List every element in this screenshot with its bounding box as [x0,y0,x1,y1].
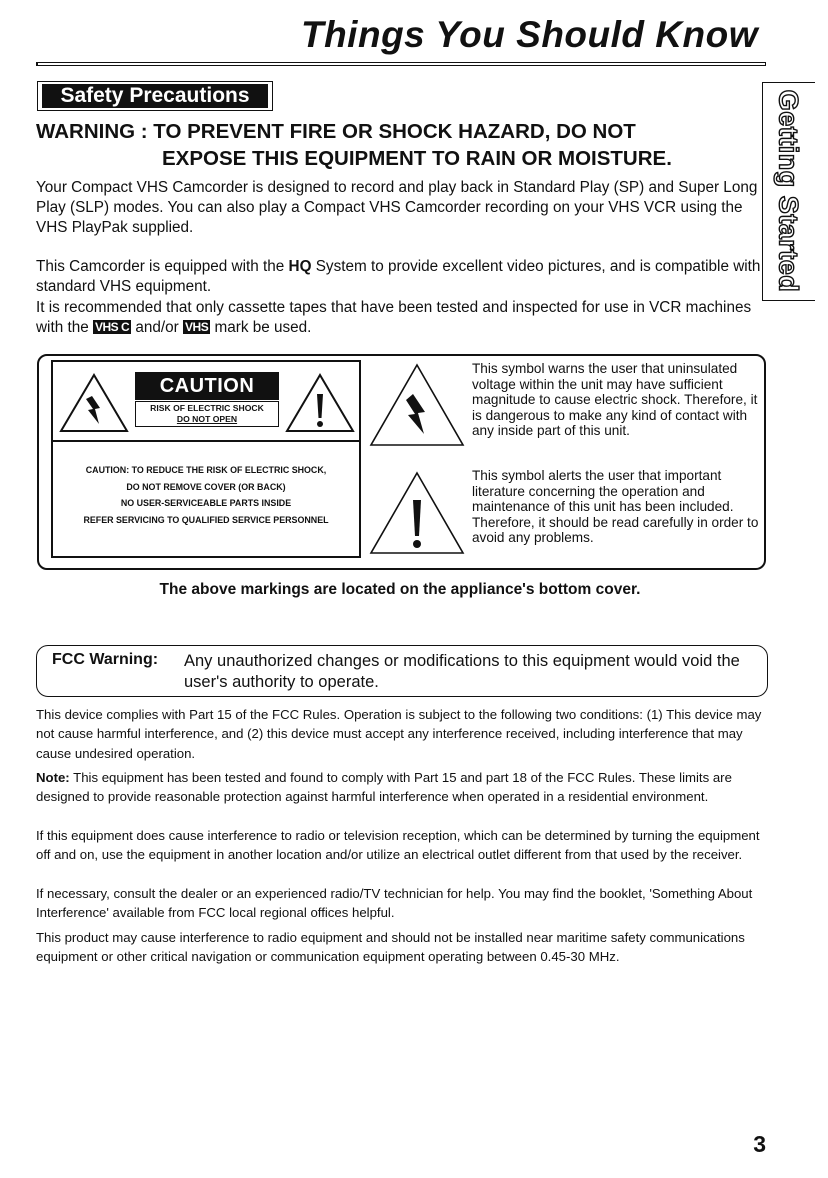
caution-label: CAUTION [135,372,279,400]
exclamation-symbol-icon [368,470,466,556]
exclamation-warning-icon [284,372,356,434]
caution-divider [51,440,361,442]
intro-p3-post: mark be used. [214,319,312,336]
lightning-symbol-text: This symbol warns the user that uninsulated voltage within the unit may have sufficient magnitude to cause electric shock. Therefore, it is dangerous to make any kind of contact with any inside part of this unit. [472,361,758,439]
title-rule [36,62,766,66]
caution-text-line-3: NO USER-SERVICEABLE PARTS INSIDE [120,498,292,509]
intro-p2-post: System to provide excellent video pictures, and is compatible with standard VHS equipment. [36,258,761,295]
exclamation-symbol-text: This symbol alerts the user that important literature concerning the operation and maintenance of this unit has been included. Therefore, it should be read carefully in order to avoid any problems. [472,468,759,546]
warning-heading [36,118,756,172]
fcc-warning-label: FCC Warning: [52,651,159,668]
fcc-warning-text: Any unauthorized changes or modifications to this equipment would void the user's authority to operate. [184,652,740,691]
intro-paragraph-1: Your Compact VHS Camcorder is designed to record and play back in Standard Play (SP) and Super Long Play (SLP) modes. You can also play a Compact VHS Camcorder recording on your VHS VCR using the VHS PlayPak supplied. [36,179,758,236]
caution-sub-line-2: DO NOT OPEN [176,414,238,424]
intro-paragraph-2 [36,257,764,297]
markings-note: The above markings are located on the appliance's bottom cover. [159,581,641,598]
maritime-paragraph: This product may cause interference to radio equipment and should not be installed near maritime safety communications equipment or other critical navigation or communication equipment operating between 0.45-30 MHz. [36,930,745,965]
interference-paragraph: If this equipment does cause interference to radio or television reception, which can be determined by turning the equipment off and on, use the equipment in another location and/or utilize an electrical outlet different from that used by the receiver. [36,828,760,863]
note-label: Note: [36,770,70,785]
side-tab-label: Getting Started [773,89,804,293]
page-title: Things You Should Know [300,14,758,55]
note-paragraph [36,768,766,807]
caution-text-line-2: DO NOT REMOVE COVER (OR BACK) [126,481,286,492]
intro-p3-pre: It is recommended that only cassette tapes that have been tested and inspected for use in VCR machines with the [36,299,752,336]
page-number: 3 [753,1131,766,1157]
vhs-logo: VHS [185,320,209,334]
note-text: This equipment has been tested and found to comply with Part 15 and part 18 of the FCC Rules. These limits are designed to provide reasonable protection against harmful interference when operated in a residential environment. [36,770,732,805]
intro-paragraph-3 [36,298,764,338]
vhs-c-logo: VHS C [94,320,130,334]
fcc-compliance-paragraph: This device complies with Part 15 of the FCC Rules. Operation is subject to the following two conditions: (1) This device may not cause harmful interference, and (2) this device must accept any interference received, including interference that may cause undesired operation. [36,707,762,761]
intro-p2-pre: This Camcorder is equipped with the [36,258,285,275]
caution-text-line-4: REFER SERVICING TO QUALIFIED SERVICE PERSONNEL [83,514,329,525]
intro-p3-mid: and/or [135,319,179,336]
lightning-warning-icon [58,372,130,434]
caution-text-line-1: CAUTION: TO REDUCE THE RISK OF ELECTRIC SHOCK, [85,465,327,475]
section-heading: Safety Precautions [42,84,268,108]
caution-text [51,462,361,528]
warning-line-1: WARNING : TO PREVENT FIRE OR SHOCK HAZARD, DO NOT [36,120,636,143]
caution-sub-label [135,401,279,427]
consult-paragraph: If necessary, consult the dealer or an experienced radio/TV technician for help. You may find the booklet, 'Something About Interference' available from FCC local regional offices helpful. [36,886,753,921]
caution-sub-line-1: RISK OF ELECTRIC SHOCK [150,403,264,413]
warning-line-2: EXPOSE THIS EQUIPMENT TO RAIN OR MOISTURE. [162,147,672,170]
hq-mark: HQ [288,258,312,275]
lightning-symbol-icon [368,362,466,448]
